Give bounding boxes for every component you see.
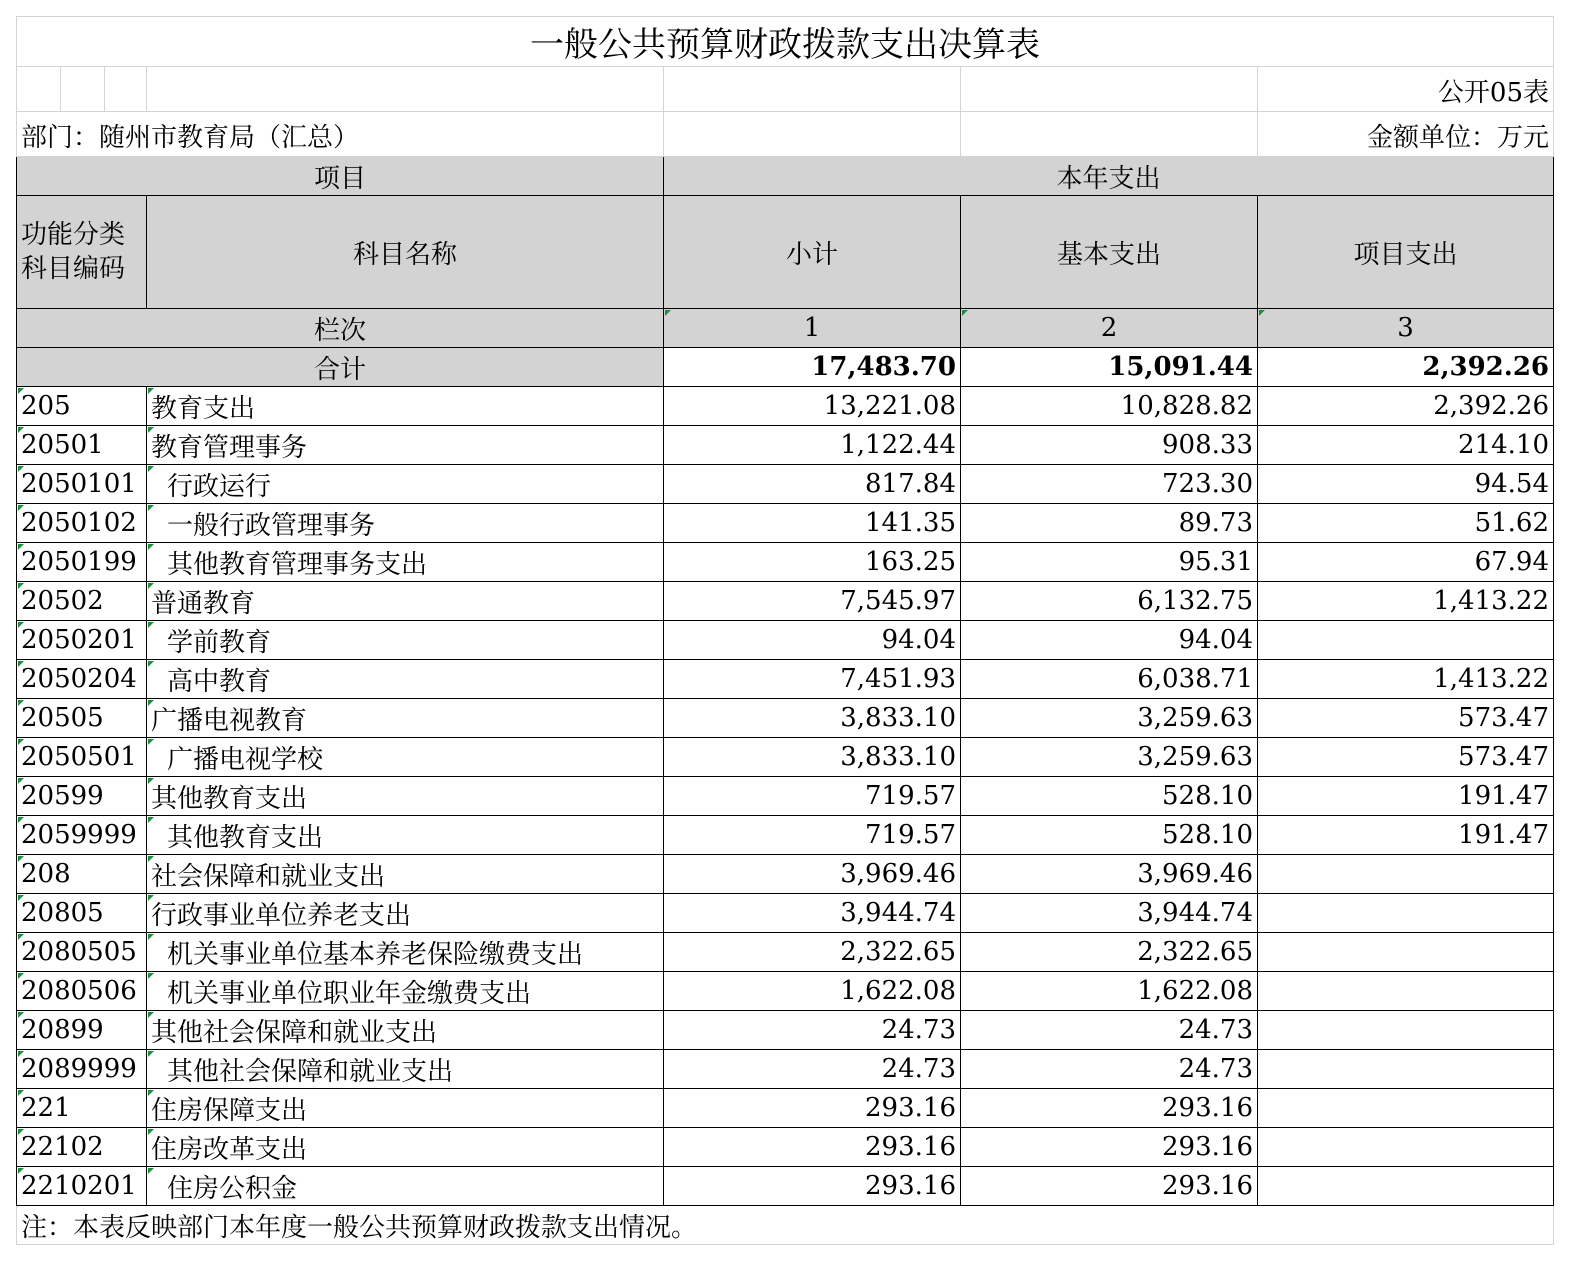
row-subject-name[interactable]: 社会保障和就业支出 bbox=[147, 855, 664, 894]
row-basic[interactable]: 10,828.82 bbox=[961, 387, 1258, 426]
row-code[interactable]: 20501 bbox=[17, 426, 147, 465]
row-subtotal[interactable]: 719.57 bbox=[664, 777, 961, 816]
row-subtotal[interactable]: 13,221.08 bbox=[664, 387, 961, 426]
row-code[interactable]: 2210201 bbox=[17, 1167, 147, 1206]
row-project[interactable]: 94.54 bbox=[1258, 465, 1554, 504]
row-project[interactable]: 191.47 bbox=[1258, 816, 1554, 855]
table-row bbox=[17, 738, 1554, 777]
row-project[interactable] bbox=[1258, 1089, 1554, 1128]
row-project[interactable]: 67.94 bbox=[1258, 543, 1554, 582]
empty-cell[interactable] bbox=[17, 67, 61, 112]
total-label: 合计 bbox=[17, 348, 664, 387]
row-project[interactable] bbox=[1258, 894, 1554, 933]
row-subject-name[interactable]: 机关事业单位基本养老保险缴费支出 bbox=[147, 933, 664, 972]
header-subject-name: 科目名称 bbox=[147, 196, 664, 309]
row-subject-name[interactable]: 机关事业单位职业年金缴费支出 bbox=[147, 972, 664, 1011]
row-basic[interactable]: 95.31 bbox=[961, 543, 1258, 582]
row-code[interactable]: 20899 bbox=[17, 1011, 147, 1050]
row-code[interactable]: 2050501 bbox=[17, 738, 147, 777]
form-number-row bbox=[17, 67, 1554, 112]
row-subject-name[interactable]: 教育管理事务 bbox=[147, 426, 664, 465]
table-row bbox=[17, 621, 1554, 660]
row-basic[interactable]: 24.73 bbox=[961, 1011, 1258, 1050]
table-row bbox=[17, 972, 1554, 1011]
row-subject-name[interactable]: 其他教育支出 bbox=[147, 816, 664, 855]
header-code bbox=[17, 196, 147, 309]
budget-table bbox=[16, 16, 1554, 1245]
row-subtotal[interactable]: 293.16 bbox=[664, 1089, 961, 1128]
empty-cell[interactable] bbox=[61, 67, 105, 112]
row-code[interactable]: 2050201 bbox=[17, 621, 147, 660]
footnote: 注：本表反映部门本年度一般公共预算财政拨款支出情况。 bbox=[17, 1206, 1554, 1245]
row-basic[interactable]: 528.10 bbox=[961, 816, 1258, 855]
table-row bbox=[17, 1050, 1554, 1089]
row-basic[interactable]: 3,259.63 bbox=[961, 738, 1258, 777]
row-subject-name[interactable]: 行政运行 bbox=[147, 465, 664, 504]
row-basic[interactable]: 3,944.74 bbox=[961, 894, 1258, 933]
row-subject-name[interactable]: 其他教育支出 bbox=[147, 777, 664, 816]
row-subtotal[interactable]: 1,122.44 bbox=[664, 426, 961, 465]
row-code[interactable]: 2050102 bbox=[17, 504, 147, 543]
row-basic[interactable]: 3,259.63 bbox=[961, 699, 1258, 738]
header-code-line1: 功能分类 bbox=[21, 220, 126, 250]
total-project: 2,392.26 bbox=[1258, 348, 1554, 387]
header-current-year: 本年支出 bbox=[664, 157, 1554, 196]
row-subtotal[interactable]: 293.16 bbox=[664, 1167, 961, 1206]
empty-cell[interactable] bbox=[147, 67, 664, 112]
row-subtotal[interactable]: 7,451.93 bbox=[664, 660, 961, 699]
row-project[interactable]: 214.10 bbox=[1258, 426, 1554, 465]
row-subject-name[interactable]: 住房改革支出 bbox=[147, 1128, 664, 1167]
row-basic[interactable]: 89.73 bbox=[961, 504, 1258, 543]
row-subtotal[interactable]: 817.84 bbox=[664, 465, 961, 504]
empty-cell[interactable] bbox=[961, 67, 1258, 112]
row-subtotal[interactable]: 94.04 bbox=[664, 621, 961, 660]
row-basic[interactable]: 723.30 bbox=[961, 465, 1258, 504]
table-row bbox=[17, 1011, 1554, 1050]
table-row bbox=[17, 387, 1554, 426]
row-subtotal[interactable]: 293.16 bbox=[664, 1128, 961, 1167]
row-code[interactable]: 208 bbox=[17, 855, 147, 894]
header-column-no: 栏次 bbox=[17, 309, 664, 348]
row-subject-name[interactable]: 其他教育管理事务支出 bbox=[147, 543, 664, 582]
table-row bbox=[17, 855, 1554, 894]
row-basic[interactable]: 293.16 bbox=[961, 1167, 1258, 1206]
row-basic[interactable]: 908.33 bbox=[961, 426, 1258, 465]
spreadsheet bbox=[16, 16, 1553, 1245]
table-body bbox=[17, 387, 1554, 1206]
row-code[interactable]: 20805 bbox=[17, 894, 147, 933]
row-subject-name[interactable]: 学前教育 bbox=[147, 621, 664, 660]
row-subtotal[interactable]: 24.73 bbox=[664, 1011, 961, 1050]
header-col-3: 3 bbox=[1258, 309, 1554, 348]
row-project[interactable]: 1,413.22 bbox=[1258, 660, 1554, 699]
table-title: 一般公共预算财政拨款支出决算表 bbox=[17, 17, 1554, 67]
row-basic[interactable]: 24.73 bbox=[961, 1050, 1258, 1089]
row-code[interactable]: 205 bbox=[17, 387, 147, 426]
row-subject-name[interactable]: 其他社会保障和就业支出 bbox=[147, 1011, 664, 1050]
row-code[interactable]: 2050204 bbox=[17, 660, 147, 699]
form-number: 公开05表 bbox=[1258, 67, 1554, 112]
row-project[interactable] bbox=[1258, 972, 1554, 1011]
row-subject-name[interactable]: 住房公积金 bbox=[147, 1167, 664, 1206]
empty-cell[interactable] bbox=[664, 67, 961, 112]
header-row-2 bbox=[17, 196, 1554, 309]
row-subject-name[interactable]: 广播电视学校 bbox=[147, 738, 664, 777]
empty-cell[interactable] bbox=[105, 67, 147, 112]
row-subtotal[interactable]: 719.57 bbox=[664, 816, 961, 855]
header-project: 项目支出 bbox=[1258, 196, 1554, 309]
header-row-1 bbox=[17, 157, 1554, 196]
department-row bbox=[17, 112, 1554, 157]
row-code[interactable]: 2080505 bbox=[17, 933, 147, 972]
table-row bbox=[17, 894, 1554, 933]
empty-cell[interactable] bbox=[961, 112, 1258, 157]
row-basic[interactable]: 94.04 bbox=[961, 621, 1258, 660]
row-subtotal[interactable]: 3,969.46 bbox=[664, 855, 961, 894]
table-row bbox=[17, 933, 1554, 972]
total-subtotal: 17,483.70 bbox=[664, 348, 961, 387]
row-subject-name[interactable]: 一般行政管理事务 bbox=[147, 504, 664, 543]
row-project[interactable] bbox=[1258, 933, 1554, 972]
unit-label: 金额单位：万元 bbox=[1258, 112, 1554, 157]
header-item: 项目 bbox=[17, 157, 664, 196]
row-basic[interactable]: 1,622.08 bbox=[961, 972, 1258, 1011]
row-project[interactable] bbox=[1258, 1167, 1554, 1206]
row-project[interactable]: 2,392.26 bbox=[1258, 387, 1554, 426]
row-code[interactable]: 2050199 bbox=[17, 543, 147, 582]
row-project[interactable] bbox=[1258, 621, 1554, 660]
row-code[interactable]: 20599 bbox=[17, 777, 147, 816]
row-basic[interactable]: 3,969.46 bbox=[961, 855, 1258, 894]
header-col-2: 2 bbox=[961, 309, 1258, 348]
row-subject-name[interactable]: 教育支出 bbox=[147, 387, 664, 426]
table-row bbox=[17, 699, 1554, 738]
row-subject-name[interactable]: 住房保障支出 bbox=[147, 1089, 664, 1128]
row-subject-name[interactable]: 普通教育 bbox=[147, 582, 664, 621]
row-basic[interactable]: 6,038.71 bbox=[961, 660, 1258, 699]
row-subtotal[interactable]: 24.73 bbox=[664, 1050, 961, 1089]
header-col-1: 1 bbox=[664, 309, 961, 348]
row-basic[interactable]: 2,322.65 bbox=[961, 933, 1258, 972]
table-row bbox=[17, 504, 1554, 543]
table-row bbox=[17, 465, 1554, 504]
row-project[interactable]: 1,413.22 bbox=[1258, 582, 1554, 621]
row-subtotal[interactable]: 3,833.10 bbox=[664, 738, 961, 777]
row-subtotal[interactable]: 2,322.65 bbox=[664, 933, 961, 972]
row-project[interactable] bbox=[1258, 1050, 1554, 1089]
table-row bbox=[17, 1167, 1554, 1206]
row-code[interactable]: 2080506 bbox=[17, 972, 147, 1011]
row-code[interactable]: 20502 bbox=[17, 582, 147, 621]
row-code[interactable]: 2089999 bbox=[17, 1050, 147, 1089]
row-project[interactable]: 51.62 bbox=[1258, 504, 1554, 543]
row-project[interactable] bbox=[1258, 855, 1554, 894]
row-subject-name[interactable]: 行政事业单位养老支出 bbox=[147, 894, 664, 933]
row-project[interactable] bbox=[1258, 1011, 1554, 1050]
row-code[interactable]: 2059999 bbox=[17, 816, 147, 855]
header-subtotal: 小计 bbox=[664, 196, 961, 309]
row-project[interactable] bbox=[1258, 1128, 1554, 1167]
row-project[interactable]: 573.47 bbox=[1258, 699, 1554, 738]
row-code[interactable]: 20505 bbox=[17, 699, 147, 738]
table-row bbox=[17, 777, 1554, 816]
header-row-3 bbox=[17, 309, 1554, 348]
row-basic[interactable]: 528.10 bbox=[961, 777, 1258, 816]
total-basic: 15,091.44 bbox=[961, 348, 1258, 387]
row-subtotal[interactable]: 7,545.97 bbox=[664, 582, 961, 621]
row-basic[interactable]: 6,132.75 bbox=[961, 582, 1258, 621]
row-subject-name[interactable]: 高中教育 bbox=[147, 660, 664, 699]
row-code[interactable]: 2050101 bbox=[17, 465, 147, 504]
table-row bbox=[17, 660, 1554, 699]
row-subtotal[interactable]: 141.35 bbox=[664, 504, 961, 543]
table-row bbox=[17, 1128, 1554, 1167]
department-label: 部门：随州市教育局（汇总） bbox=[17, 112, 664, 157]
header-code-line2: 科目编码 bbox=[21, 254, 126, 284]
header-basic: 基本支出 bbox=[961, 196, 1258, 309]
note-row bbox=[17, 1206, 1554, 1245]
row-subtotal[interactable]: 3,833.10 bbox=[664, 699, 961, 738]
table-row bbox=[17, 1089, 1554, 1128]
row-basic[interactable]: 293.16 bbox=[961, 1128, 1258, 1167]
row-code[interactable]: 221 bbox=[17, 1089, 147, 1128]
row-project[interactable]: 573.47 bbox=[1258, 738, 1554, 777]
table-row bbox=[17, 816, 1554, 855]
row-subject-name[interactable]: 其他社会保障和就业支出 bbox=[147, 1050, 664, 1089]
table-row bbox=[17, 426, 1554, 465]
table-row bbox=[17, 582, 1554, 621]
total-row bbox=[17, 348, 1554, 387]
table-row bbox=[17, 543, 1554, 582]
row-subtotal[interactable]: 1,622.08 bbox=[664, 972, 961, 1011]
row-subtotal[interactable]: 3,944.74 bbox=[664, 894, 961, 933]
row-project[interactable]: 191.47 bbox=[1258, 777, 1554, 816]
row-code[interactable]: 22102 bbox=[17, 1128, 147, 1167]
row-subject-name[interactable]: 广播电视教育 bbox=[147, 699, 664, 738]
empty-cell[interactable] bbox=[664, 112, 961, 157]
row-basic[interactable]: 293.16 bbox=[961, 1089, 1258, 1128]
row-subtotal[interactable]: 163.25 bbox=[664, 543, 961, 582]
